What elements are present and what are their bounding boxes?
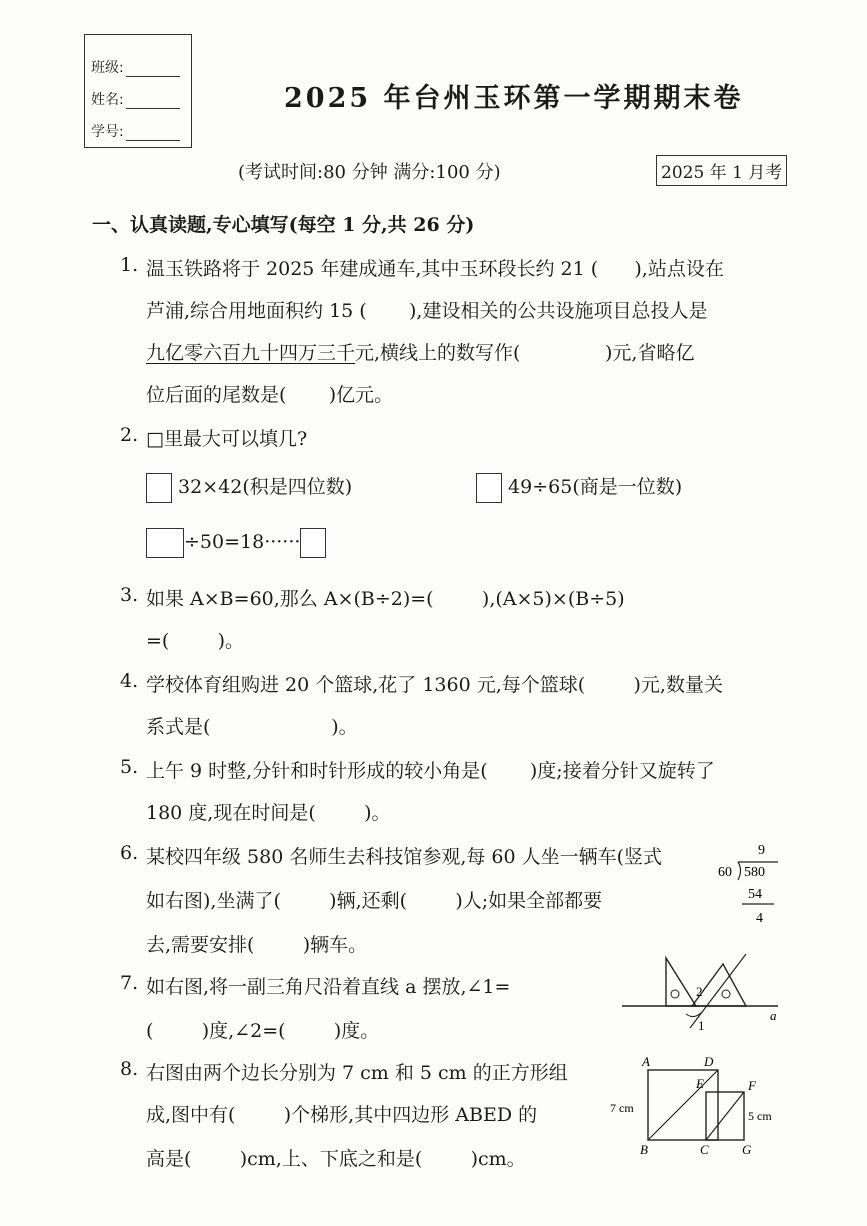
class-blank[interactable] (126, 62, 180, 77)
class-field[interactable] (91, 57, 180, 77)
question-4-line-1: 学校体育组购进 20 个篮球,花了 1360 元,每个篮球( )元,数量关 (146, 674, 723, 696)
item-c-text: ÷50=18······ (184, 531, 301, 553)
question-7-number: 7. (120, 972, 139, 994)
label-C: C (700, 1142, 709, 1157)
question-6-number: 6. (120, 842, 139, 864)
question-4-line-2: 系式是( )。 (146, 716, 358, 738)
label-D: D (704, 1054, 714, 1069)
question-8-line-1: 右图由两个边长分别为 7 cm 和 5 cm 的正方形组 (146, 1062, 568, 1084)
question-1-line-3 (146, 338, 694, 365)
division-remainder: 4 (756, 911, 763, 926)
question-4-number: 4. (120, 670, 139, 692)
question-2-item-a (146, 472, 352, 503)
question-5-line-2: 180 度,现在时间是( )。 (146, 802, 391, 824)
question-1-number: 1. (120, 254, 139, 276)
underlined-number-text: 九亿零六百九十四万三千 (146, 342, 356, 364)
question-6-line-2: 如右图),坐满了( )辆,还剩( )人;如果全部都要 (146, 890, 603, 912)
label-F: F (748, 1078, 756, 1093)
long-division-figure (712, 838, 784, 934)
question-1-line-1: 温玉铁路将于 2025 年建成通车,其中玉环段长约 21 ( ),站点设在 (146, 258, 724, 280)
item-b-text: 49÷65(商是一位数) (508, 476, 683, 498)
angle-1-label: 1 (698, 1018, 705, 1033)
triangle-hole-1 (671, 990, 679, 998)
name-blank[interactable] (126, 94, 180, 109)
question-2-item-b (476, 472, 682, 503)
name-field[interactable] (91, 89, 180, 109)
diagonal-CF (706, 1092, 744, 1140)
exam-subtitle: (考试时间:80 分钟 满分:100 分) (238, 162, 501, 183)
name-label: 姓名: (91, 92, 124, 108)
division-divisor: 60 (718, 865, 732, 880)
question-1-line-2: 芦浦,综合用地面积约 15 ( ),建设相关的公共设施项目总投人是 (146, 300, 708, 322)
question-6-line-1: 某校四年级 580 名师生去科技馆参观,每 60 人坐一辆车(竖式 (146, 846, 663, 868)
question-8-line-3: 高是( )cm,上、下底之和是( )cm。 (146, 1148, 526, 1170)
division-product: 54 (748, 887, 762, 902)
question-5-line-1: 上午 9 时整,分针和时针形成的较小角是( )度;接着分针又旋转了 (146, 760, 715, 782)
question-3-line-2: =( )。 (146, 630, 245, 652)
angle-2-label: 2 (696, 984, 703, 999)
label-A: A (642, 1054, 650, 1069)
date-badge: 2025 年 1 月考 (656, 155, 787, 186)
question-7-line-2: ( )度,∠2=( )度。 (146, 1020, 380, 1042)
line-3-rest: 元,横线上的数写作( )元,省略亿 (355, 342, 695, 364)
question-2-number: 2. (120, 424, 139, 446)
question-7-line-1: 如右图,将一副三角尺沿着直线 a 摆放,∠1= (146, 976, 511, 998)
question-3-number: 3. (120, 584, 139, 606)
section-heading: 一、认真读题,专心填写(每空 1 分,共 26 分) (92, 214, 475, 236)
division-dividend: 580 (744, 865, 765, 880)
label-7cm: 7 cm (610, 1101, 634, 1115)
label-a: a (770, 1008, 777, 1023)
student-id-field[interactable] (91, 121, 180, 141)
answer-box-a[interactable] (146, 473, 172, 503)
question-3-line-1: 如果 A×B=60,那么 A×(B÷2)=( ),(A×5)×(B÷5) (146, 588, 625, 610)
label-B: B (640, 1142, 648, 1157)
question-5-number: 5. (120, 756, 139, 778)
label-E: E (696, 1076, 704, 1091)
division-bracket (738, 862, 741, 880)
label-5cm: 5 cm (748, 1109, 772, 1123)
answer-box-c1[interactable] (146, 528, 184, 558)
answer-box-b[interactable] (476, 473, 502, 503)
exam-title: 2025 年台州玉环第一学期期末卷 (284, 83, 744, 114)
triangle-30-60 (666, 958, 696, 1006)
triangle-hole-2 (722, 990, 730, 998)
set-squares-figure (618, 954, 784, 1034)
answer-box-c2[interactable] (300, 528, 326, 558)
question-2-line-1: □里最大可以填几? (146, 428, 308, 450)
division-quotient: 9 (758, 843, 765, 858)
diagonal-BD (648, 1070, 718, 1140)
question-8-line-2: 成,图中有( )个梯形,其中四边形 ABED 的 (146, 1104, 538, 1126)
question-6-line-3: 去,需要安排( )辆车。 (146, 934, 368, 956)
label-G: G (742, 1142, 752, 1157)
id-label: 学号: (91, 124, 124, 140)
question-8-number: 8. (120, 1058, 139, 1080)
question-1-line-4: 位后面的尾数是( )亿元。 (146, 384, 394, 406)
student-info-box (84, 34, 192, 148)
class-label: 班级: (91, 60, 124, 76)
two-squares-figure (610, 1054, 788, 1158)
item-a-text: 32×42(积是四位数) (178, 476, 353, 498)
id-blank[interactable] (126, 126, 180, 141)
question-2-item-c (146, 528, 326, 558)
